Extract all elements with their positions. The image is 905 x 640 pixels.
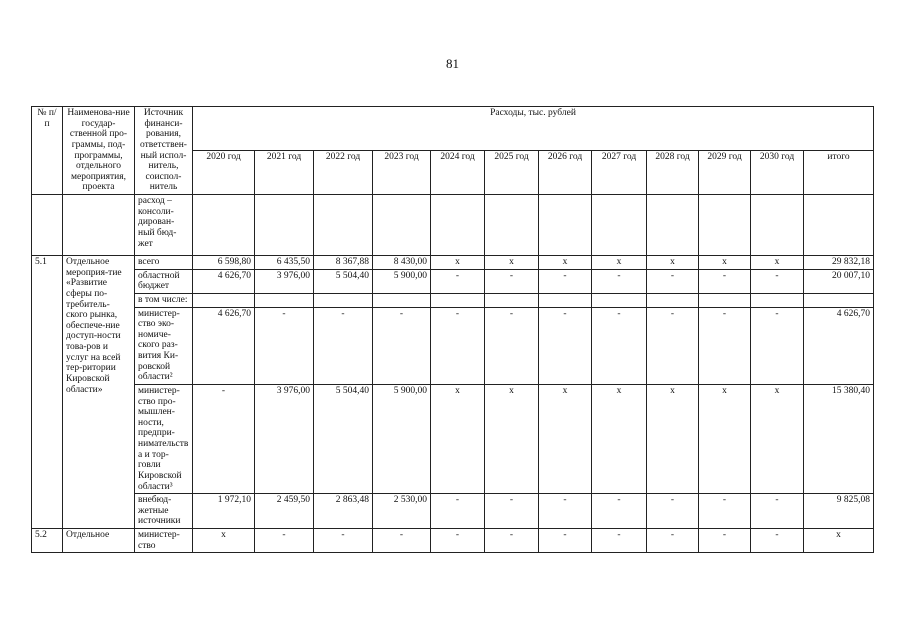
cell-value: 8 430,00 <box>373 256 431 270</box>
cell-value: - <box>314 307 373 384</box>
cell-value <box>699 293 751 307</box>
cell-total: 15 380,40 <box>804 384 874 493</box>
header-year: 2023 год <box>373 151 431 195</box>
table-row-item52 <box>32 529 874 553</box>
cell-value: - <box>193 384 255 493</box>
cell-value: 3 976,00 <box>255 384 314 493</box>
cell-value: х <box>647 384 699 493</box>
header-year: 2025 год <box>485 151 539 195</box>
cell-value: - <box>592 269 647 293</box>
cell-value <box>804 293 874 307</box>
header-row-top <box>32 107 874 151</box>
cell-name <box>63 195 135 256</box>
cell-value: х <box>431 256 485 270</box>
cell-value: - <box>647 494 699 529</box>
header-year: 2020 год <box>193 151 255 195</box>
cell-source: всего <box>135 256 193 270</box>
cell-source: областной бюджет <box>135 269 193 293</box>
table-row-consolidated <box>32 195 874 256</box>
page-number: 81 <box>446 56 459 71</box>
cell-value: - <box>373 529 431 553</box>
header-year: 2026 год <box>539 151 592 195</box>
cell-value: - <box>699 307 751 384</box>
cell-value: х <box>485 384 539 493</box>
cell-value <box>539 293 592 307</box>
cell-value: 5 900,00 <box>373 384 431 493</box>
cell-value <box>255 195 314 256</box>
cell-value: - <box>485 529 539 553</box>
cell-value: - <box>592 307 647 384</box>
cell-value <box>193 195 255 256</box>
cell-value: 5 900,00 <box>373 269 431 293</box>
cell-total: х <box>804 529 874 553</box>
header-num: № п/п <box>32 107 63 195</box>
cell-value: - <box>485 494 539 529</box>
cell-value: - <box>539 307 592 384</box>
cell-value <box>431 293 485 307</box>
cell-value: 5 504,40 <box>314 269 373 293</box>
header-expenses: Расходы, тыс. рублей <box>193 107 874 151</box>
cell-value: - <box>751 269 804 293</box>
table-row-including <box>32 293 874 307</box>
cell-source: расход – консоли-дирован-ный бюд-жет <box>135 195 193 256</box>
cell-value <box>431 195 485 256</box>
cell-num <box>32 195 63 256</box>
header-year: 2024 год <box>431 151 485 195</box>
cell-value: 1 972,10 <box>193 494 255 529</box>
cell-value <box>485 195 539 256</box>
cell-value: 4 626,70 <box>193 307 255 384</box>
cell-value: х <box>193 529 255 553</box>
header-name: Наименова-ние государ-ственной про-граммы, под-программы, отдельного мероприятия, проекта <box>63 107 135 195</box>
header-year: 2028 год <box>647 151 699 195</box>
header-year: 2021 год <box>255 151 314 195</box>
cell-value: - <box>751 307 804 384</box>
header-total: итого <box>804 151 874 195</box>
table-row-offbudget <box>32 494 874 529</box>
cell-value: х <box>485 256 539 270</box>
cell-source: министер-ство <box>135 529 193 553</box>
cell-value: 6 598,80 <box>193 256 255 270</box>
cell-value: 8 367,88 <box>314 256 373 270</box>
cell-value: 6 435,50 <box>255 256 314 270</box>
cell-value <box>485 293 539 307</box>
cell-value: х <box>592 384 647 493</box>
cell-value <box>647 293 699 307</box>
cell-total: 20 007,10 <box>804 269 874 293</box>
cell-value <box>539 195 592 256</box>
cell-value: - <box>647 529 699 553</box>
cell-value <box>592 293 647 307</box>
cell-value: - <box>699 494 751 529</box>
header-year: 2027 год <box>592 151 647 195</box>
cell-value: х <box>647 256 699 270</box>
table-row-ministry-economy <box>32 307 874 384</box>
cell-num: 5.2 <box>32 529 63 553</box>
table-row-total <box>32 256 874 270</box>
cell-value <box>699 195 751 256</box>
cell-value: - <box>647 269 699 293</box>
cell-value: х <box>751 384 804 493</box>
cell-value: - <box>485 307 539 384</box>
cell-value <box>255 293 314 307</box>
cell-value <box>193 293 255 307</box>
cell-value <box>373 195 431 256</box>
cell-value: 5 504,40 <box>314 384 373 493</box>
cell-source: министер-ство эко-номиче-ского раз-вития Ки-ровской области² <box>135 307 193 384</box>
cell-source: министер-ство про-мышлен-ности, предпри-нимательства и тор-говли Кировской области³ <box>135 384 193 493</box>
cell-value: - <box>431 307 485 384</box>
cell-value: 2 863,48 <box>314 494 373 529</box>
cell-value: 4 626,70 <box>193 269 255 293</box>
cell-source: внебюд-жетные источники <box>135 494 193 529</box>
header-year: 2022 год <box>314 151 373 195</box>
cell-value: - <box>751 494 804 529</box>
cell-value: - <box>373 307 431 384</box>
cell-value: - <box>751 529 804 553</box>
header-year: 2029 год <box>699 151 751 195</box>
cell-source: в том числе: <box>135 293 193 307</box>
cell-total: 4 626,70 <box>804 307 874 384</box>
cell-value: - <box>255 529 314 553</box>
cell-value <box>314 195 373 256</box>
cell-num: 5.1 <box>32 256 63 529</box>
cell-value: - <box>314 529 373 553</box>
cell-value: - <box>539 494 592 529</box>
cell-value: - <box>539 269 592 293</box>
cell-value <box>751 293 804 307</box>
header-year: 2030 год <box>751 151 804 195</box>
cell-value: х <box>539 384 592 493</box>
cell-value: х <box>431 384 485 493</box>
cell-value: х <box>699 384 751 493</box>
cell-value <box>751 195 804 256</box>
cell-value <box>373 293 431 307</box>
cell-value: - <box>699 529 751 553</box>
cell-value: - <box>431 269 485 293</box>
cell-total: 9 825,08 <box>804 494 874 529</box>
cell-value <box>314 293 373 307</box>
cell-value: х <box>539 256 592 270</box>
cell-value: х <box>699 256 751 270</box>
cell-value: 2 530,00 <box>373 494 431 529</box>
expenses-table <box>31 106 874 553</box>
cell-value: - <box>485 269 539 293</box>
cell-value: х <box>592 256 647 270</box>
cell-value: 2 459,50 <box>255 494 314 529</box>
cell-value <box>804 195 874 256</box>
header-source: Источник финанси-рования, ответствен-ный испол-нитель, соиспол-нитель <box>135 107 193 195</box>
cell-total: 29 832,18 <box>804 256 874 270</box>
table-row-regional <box>32 269 874 293</box>
cell-name: Отдельное <box>63 529 135 553</box>
cell-value <box>647 195 699 256</box>
cell-value: - <box>592 529 647 553</box>
cell-value: - <box>431 494 485 529</box>
cell-value: - <box>647 307 699 384</box>
cell-value: - <box>592 494 647 529</box>
cell-value: х <box>751 256 804 270</box>
table-row-ministry-industry <box>32 384 874 493</box>
cell-value <box>592 195 647 256</box>
cell-value: - <box>431 529 485 553</box>
cell-value: 3 976,00 <box>255 269 314 293</box>
cell-value: - <box>699 269 751 293</box>
cell-value: - <box>539 529 592 553</box>
cell-value: - <box>255 307 314 384</box>
cell-name: Отдельное мероприя-тие «Развитие сферы по-требитель-ского рынка, обеспече-ние доступ-ности това-ров и услуг на всей тер-ритории Кировской области» <box>63 256 135 529</box>
